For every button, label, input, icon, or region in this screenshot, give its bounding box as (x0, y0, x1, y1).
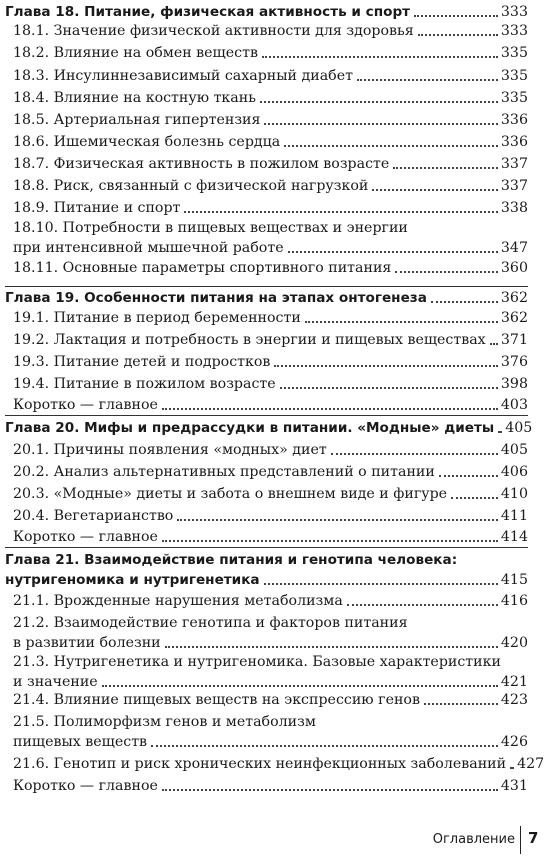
toc-section-entry[interactable] (13, 43, 528, 63)
dot-leader (264, 123, 497, 125)
toc-section-entry[interactable] (13, 462, 528, 482)
dot-leader (274, 365, 497, 367)
toc-entry-title: 18.2. Влияние на обмен веществ (13, 45, 258, 61)
toc-page-number: 376 (500, 354, 528, 370)
section-divider (5, 286, 528, 287)
toc-page-number: 335 (500, 45, 528, 61)
toc-entry-title: 20.2. Анализ альтернативных представлений о питании (13, 464, 435, 480)
toc-page-number: 338 (500, 200, 528, 216)
toc-page-number: 423 (500, 692, 528, 708)
toc-entry-title: Глава 21. Взаимодействие питания и генотипа человека: (5, 552, 458, 568)
toc-page-number: 337 (500, 156, 528, 172)
toc-entry-title: 18.3. Инсулиннезависимый сахарный диабет (13, 68, 353, 84)
toc-entry-title: 20.1. Причины появления «модных» диет (13, 442, 327, 458)
dot-leader (357, 79, 498, 81)
toc-page-number: 416 (500, 593, 528, 609)
toc-section-entry[interactable] (13, 484, 528, 504)
dot-leader (102, 685, 498, 687)
toc-entry-title: 21.1. Врожденные нарушения метаболизма (13, 593, 343, 609)
toc-section-entry[interactable] (13, 218, 528, 258)
section-divider (5, 547, 528, 548)
toc-entry-title: 18.8. Риск, связанный с физической нагрузкой (13, 178, 369, 194)
dot-leader (260, 101, 498, 103)
dot-leader (424, 703, 498, 705)
dot-leader (284, 145, 498, 147)
toc-section-entry[interactable] (13, 374, 528, 394)
dot-leader (510, 767, 514, 769)
toc-section-entry[interactable] (13, 395, 528, 415)
toc-entry-title: 18.5. Артериальная гипертензия (13, 112, 261, 128)
toc-chapter-entry[interactable] (5, 418, 533, 438)
toc-section-entry[interactable] (13, 652, 528, 692)
toc-page-number: 410 (500, 486, 528, 502)
toc-entry-title: 20.4. Вегетарианство (13, 508, 174, 524)
toc-page-number: 403 (500, 397, 528, 413)
toc-section-entry[interactable] (13, 776, 528, 796)
toc-page-number: 360 (500, 260, 528, 276)
toc-section-entry[interactable] (13, 352, 528, 372)
toc-section-entry[interactable] (13, 258, 528, 278)
dot-leader (347, 604, 498, 606)
dot-leader (395, 271, 498, 273)
toc-section-entry[interactable] (13, 88, 528, 108)
dot-leader (151, 745, 498, 747)
toc-entry-title: 19.4. Питание в пожилом возрасте (13, 376, 276, 392)
toc-entry-title: 20.3. «Модные» диеты и забота о внешнем виде и фигуре (13, 486, 448, 502)
dot-leader (165, 646, 498, 648)
dot-leader (414, 15, 498, 17)
toc-entry-title-continued: в развитии болезни (13, 635, 161, 651)
footer-divider (520, 826, 521, 854)
toc-entry-title: Глава 18. Питание, физическая активность и спорт (5, 4, 411, 20)
toc-section-entry[interactable] (13, 132, 528, 152)
toc-entry-title-continued: нутригеномика и нутригенетика (5, 572, 260, 588)
dot-leader (280, 387, 498, 389)
toc-entry-title: Глава 19. Особенности питания на этапах онтогенеза (5, 290, 427, 306)
toc-entry-title: 19.1. Питание в период беременности (13, 310, 301, 326)
dot-leader (393, 167, 498, 169)
toc-section-entry[interactable] (13, 613, 528, 653)
toc-chapter-entry[interactable] (5, 2, 528, 22)
toc-entry-title: 18.6. Ишемическая болезнь сердца (13, 134, 281, 150)
toc-page-number: 398 (500, 376, 528, 392)
toc-entry-title: 18.11. Основные параметры спортивного питания (13, 260, 392, 276)
toc-entry-title: 18.4. Влияние на костную ткань (13, 90, 256, 106)
toc-page-number: 333 (500, 4, 528, 20)
toc-entry-title: 19.3. Питание детей и подростков (13, 354, 271, 370)
toc-entry-title: 21.6. Генотип и риск хронических неинфекционных заболеваний (13, 756, 507, 772)
toc-section-entry[interactable] (13, 110, 528, 130)
dot-leader (184, 211, 498, 213)
toc-section-entry[interactable] (13, 66, 528, 86)
dot-leader (431, 301, 498, 303)
running-footer-title: Оглавление (432, 832, 515, 847)
dot-leader (162, 789, 498, 791)
dot-leader (162, 408, 498, 410)
toc-section-entry[interactable] (13, 176, 528, 196)
toc-page-number: 336 (500, 112, 528, 128)
toc-page-number: 333 (500, 23, 528, 39)
toc-chapter-entry[interactable] (5, 550, 528, 590)
toc-page-number: 426 (500, 734, 528, 750)
dot-leader (262, 56, 498, 58)
toc-entry-title: Коротко — главное (13, 778, 158, 794)
toc-page-number: 371 (500, 332, 528, 348)
toc-page-number: 335 (500, 90, 528, 106)
toc-section-entry[interactable] (13, 506, 528, 526)
toc-page-number: 362 (500, 310, 528, 326)
dot-leader (451, 497, 498, 499)
toc-page-number: 431 (500, 778, 528, 794)
toc-page-number: 335 (500, 68, 528, 84)
toc-entry-title: 21.2. Взаимодействие генотипа и факторов питания (13, 615, 408, 631)
toc-section-entry[interactable] (13, 21, 528, 41)
dot-leader (305, 321, 498, 323)
toc-section-entry[interactable] (13, 712, 528, 752)
toc-page-number: 406 (500, 464, 528, 480)
dot-leader (498, 431, 502, 433)
toc-section-entry[interactable] (13, 690, 528, 710)
toc-entry-title: 21.4. Влияние пищевых веществ на экспрессию генов (13, 692, 420, 708)
dot-leader (490, 343, 498, 345)
toc-page-number: 421 (500, 674, 528, 690)
toc-section-entry[interactable] (13, 308, 528, 328)
toc-entry-title: 18.9. Питание и спорт (13, 200, 181, 216)
toc-entry-title: 21.3. Нутригенетика и нутригеномика. Базовые характеристики (13, 654, 501, 670)
dot-leader (177, 519, 498, 521)
toc-chapter-entry[interactable] (5, 288, 528, 308)
toc-section-entry[interactable] (13, 754, 544, 774)
toc-entry-title: 21.5. Полиморфизм генов и метаболизм (13, 714, 316, 730)
toc-entry-title: Коротко — главное (13, 397, 158, 413)
toc-page-number: 420 (500, 635, 528, 651)
toc-page-number: 337 (500, 178, 528, 194)
toc-entry-title-continued: пищевых веществ (13, 734, 148, 750)
dot-leader (372, 189, 498, 191)
toc-page-number: 414 (500, 529, 528, 545)
toc-section-entry[interactable] (13, 198, 528, 218)
page-footer (0, 826, 544, 854)
toc-entry-title: Глава 20. Мифы и предрассудки в питании. «Модные» диеты (5, 420, 495, 436)
toc-entry-title: 18.10. Потребности в пищевых веществах и энергии (13, 220, 408, 236)
toc-section-entry[interactable] (13, 330, 528, 350)
page-number: 7 (528, 829, 539, 847)
toc-entry-title-continued: при интенсивной мышечной работе (13, 240, 284, 256)
dot-leader (264, 583, 498, 585)
toc-page-number: 336 (500, 134, 528, 150)
toc-page-number: 347 (500, 240, 528, 256)
toc-section-entry[interactable] (13, 440, 528, 460)
section-divider (5, 415, 528, 416)
toc-section-entry[interactable] (13, 527, 528, 547)
toc-page-number: 415 (500, 572, 528, 588)
toc-entry-title-continued: и значение (13, 674, 98, 690)
toc-entry-title: 18.7. Физическая активность в пожилом возрасте (13, 156, 390, 172)
dot-leader (418, 34, 498, 36)
toc-page-number: 405 (500, 442, 528, 458)
dot-leader (331, 453, 498, 455)
toc-entry-title: Коротко — главное (13, 529, 158, 545)
toc-page-number: 405 (505, 420, 533, 436)
toc-entry-title: 18.1. Значение физической активности для здоровья (13, 23, 414, 39)
toc-page-number: 362 (500, 290, 528, 306)
toc-section-entry[interactable] (13, 591, 528, 611)
dot-leader (288, 251, 498, 253)
toc-section-entry[interactable] (13, 154, 528, 174)
toc-page-number: 411 (500, 508, 528, 524)
toc-page-number: 427 (517, 756, 544, 772)
toc-entry-title: 19.2. Лактация и потребность в энергии и пищевых веществах (13, 332, 486, 348)
dot-leader (439, 475, 498, 477)
dot-leader (162, 540, 498, 542)
